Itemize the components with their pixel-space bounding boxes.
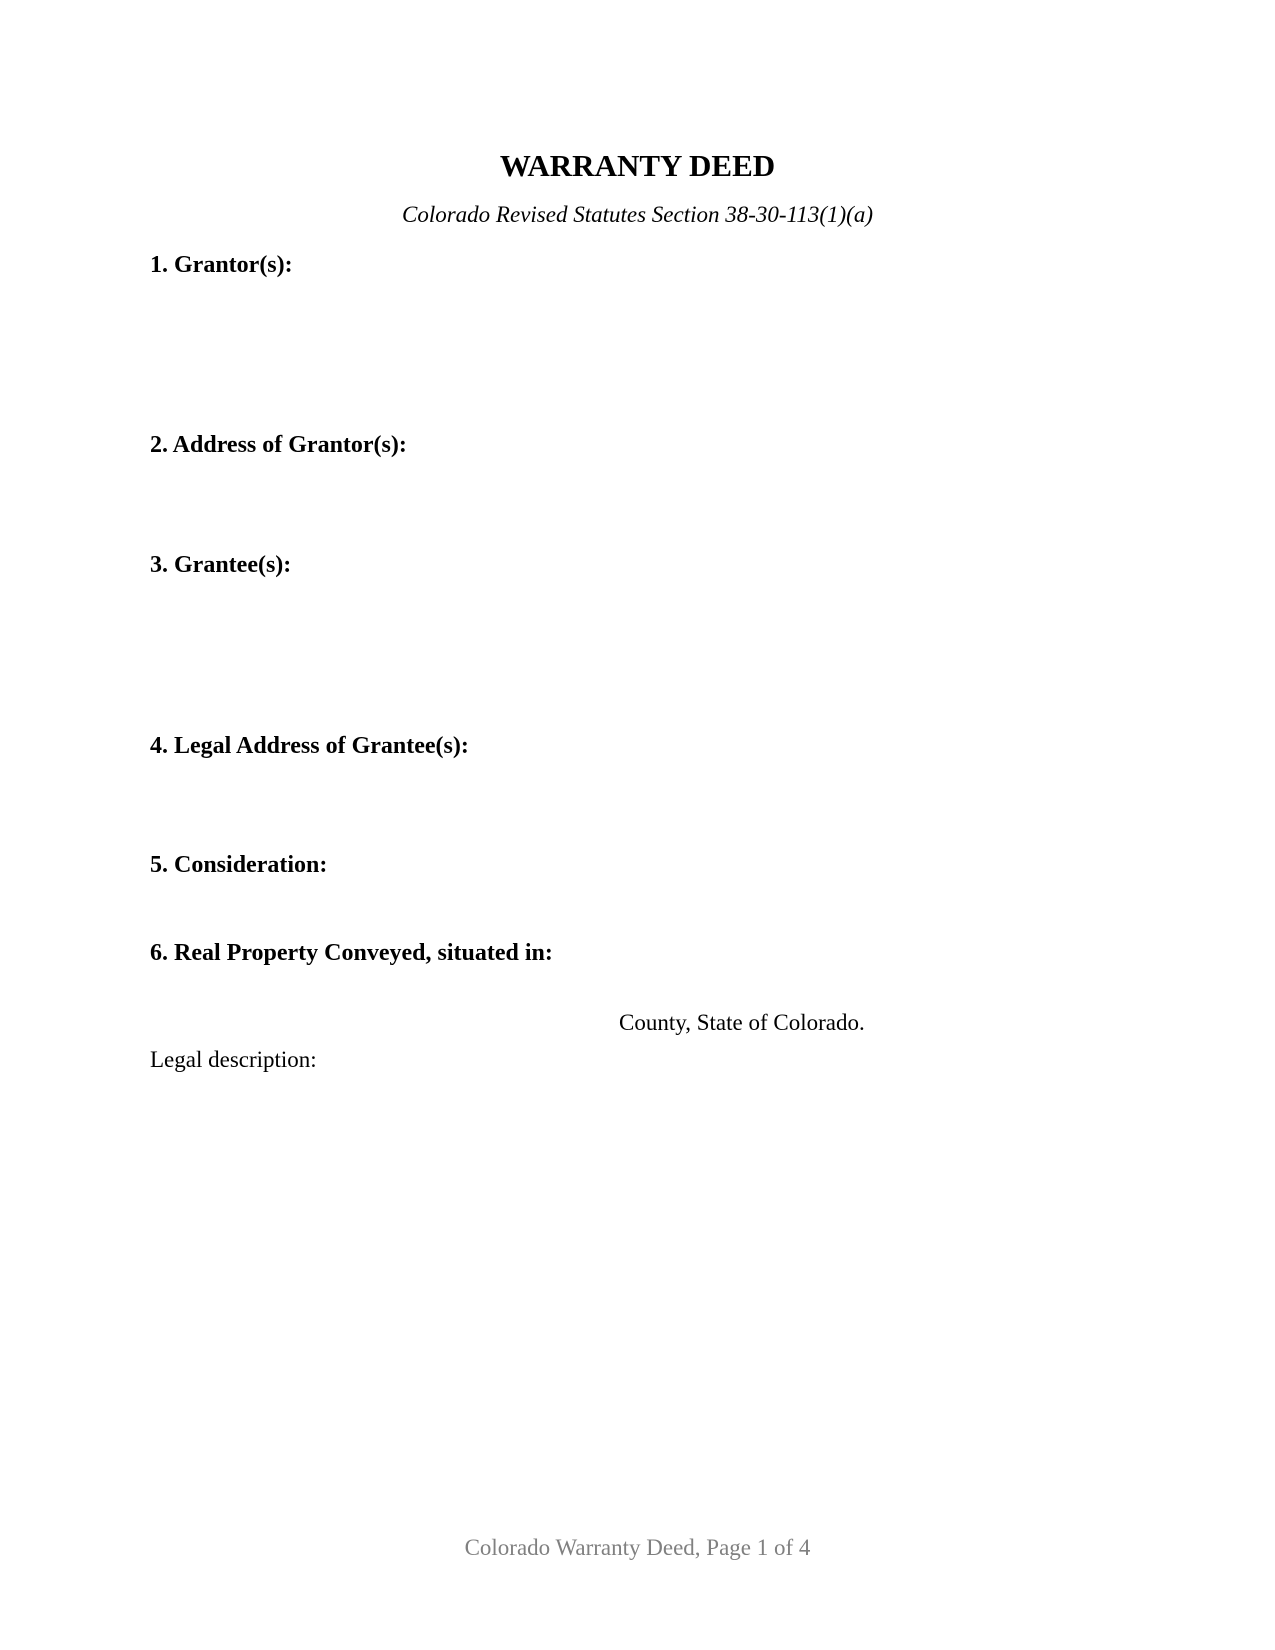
grantor-heading: 1. Grantor(s): — [150, 252, 293, 278]
grantee-address-heading: 4. Legal Address of Grantee(s): — [150, 733, 469, 759]
legal-description-label: Legal description: — [150, 1047, 317, 1072]
county-state-line: County, State of Colorado. — [619, 1010, 865, 1035]
statute-reference: Colorado Revised Statutes Section 38-30-113(1)(a) — [402, 202, 873, 227]
document-title: WARRANTY DEED — [499, 148, 776, 183]
consideration-heading: 5. Consideration: — [150, 852, 328, 878]
grantor-address-heading: 2. Address of Grantor(s): — [150, 432, 407, 458]
property-heading: 6. Real Property Conveyed, situated in: — [150, 940, 553, 966]
grantee-heading: 3. Grantee(s): — [150, 552, 292, 578]
page-footer: Colorado Warranty Deed, Page 1 of 4 — [464, 1535, 811, 1560]
